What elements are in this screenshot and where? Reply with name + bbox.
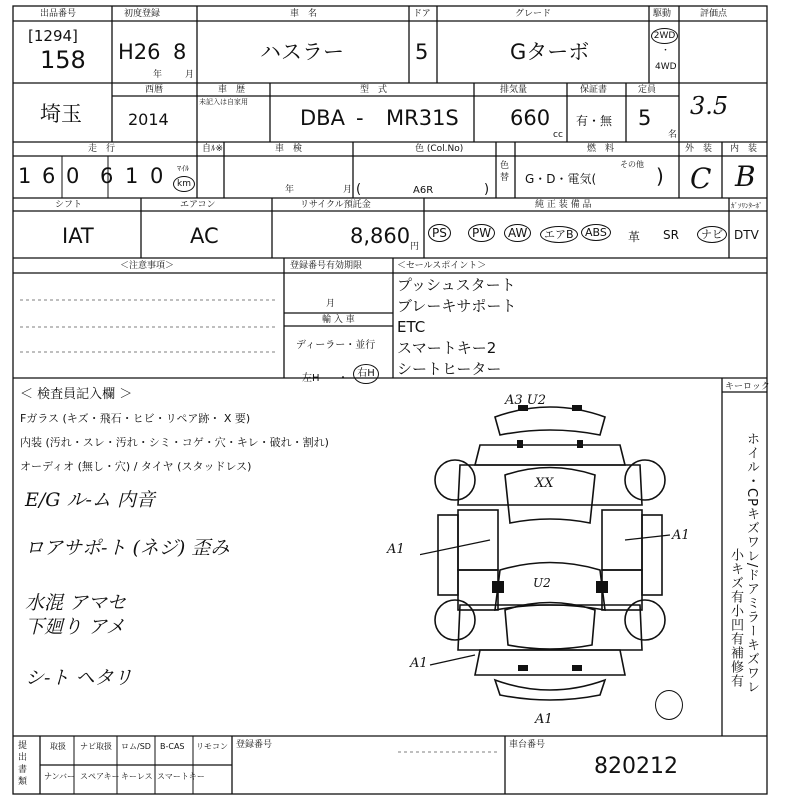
label-color: 色 (Col.No)	[415, 144, 464, 154]
recycle-value: 8,860	[350, 224, 411, 248]
label-interior: 内 装	[730, 144, 758, 154]
label-tax: 自ﾙ※	[202, 144, 224, 154]
label-capacity: 定員	[638, 85, 657, 95]
year-value: 2014	[128, 110, 169, 129]
label-documents: 提出書類	[18, 741, 28, 787]
label-model: 型 式	[360, 85, 388, 95]
bottom-r2-c3: キーレス	[121, 772, 153, 781]
handwritten-note-5: シ-ト ヘタリ	[25, 667, 133, 689]
label-grade: グレード	[515, 9, 552, 19]
damage-front-label: A3 U2	[505, 393, 547, 408]
equip-navi: ナビ	[697, 226, 727, 242]
aircon-value: AC	[190, 224, 219, 248]
drive-separator: ・	[661, 46, 671, 56]
label-first-registration: 初度登録	[124, 9, 161, 19]
import-left-hand: 左H	[302, 373, 320, 384]
equip-airbag: エアB	[540, 226, 578, 242]
sales-point-2: ブレーキサポート	[397, 297, 517, 315]
equip-pw: PW	[468, 226, 495, 240]
label-chassis-number: 車台番号	[509, 740, 546, 750]
damage-roof-label: U2	[533, 576, 551, 590]
model-dash: -	[356, 106, 364, 130]
label-notes: ＜注意事項＞	[120, 261, 175, 271]
label-drive: 駆動	[653, 9, 672, 19]
mei-unit: 名	[668, 130, 678, 140]
equip-dtv: DTV	[734, 228, 759, 242]
label-key-lock: キーロック	[725, 382, 770, 392]
score-value: 3.5	[690, 92, 729, 120]
equip-ps: PS	[428, 226, 451, 240]
bottom-r1-c5: リモコン	[196, 742, 228, 751]
label-doors: ドア	[413, 9, 431, 19]
interior-grade: B	[735, 160, 756, 193]
lot-number: 158	[40, 46, 86, 74]
model-prefix: DBA	[300, 106, 345, 130]
displacement-value: 660	[510, 106, 551, 130]
warranty-value: 有・無	[576, 114, 613, 128]
inspection-year-label: 年	[285, 185, 295, 195]
color-change-label: 色替	[500, 161, 510, 183]
shift-value: IAT	[62, 224, 94, 248]
label-equipment: 純 正 装 備 品	[535, 200, 592, 210]
import-right-hand-circled: 右H	[353, 364, 379, 384]
fuel-other: その他	[620, 160, 644, 169]
label-history: 車 歴	[218, 85, 246, 95]
mileage-digit-4: 6	[100, 164, 114, 188]
fuel-options: G・D・電気(	[525, 172, 597, 186]
color-code: A6R	[413, 185, 434, 196]
label-registration-number: 登録番号	[236, 740, 273, 750]
label-tsuki: 月	[185, 70, 195, 80]
label-mileage: 走 行	[88, 144, 116, 154]
label-fuel: 燃 料	[587, 144, 615, 154]
handwritten-note-1: E/G ル-ム 内音	[25, 489, 155, 511]
lot-bracket-number: [1294]	[28, 27, 78, 45]
registration-month: 8	[173, 40, 187, 64]
remark-windshield: Fガラス (キズ・飛石・ヒビ・リペア跡・ X 要)	[20, 412, 251, 425]
remark-audio-tire: オーディオ (無し・穴) / タイヤ (スタッドレス)	[20, 460, 252, 473]
fuel-close: )	[656, 164, 664, 188]
registration-month-label: 月	[326, 299, 336, 309]
car-body-diagram	[420, 395, 680, 725]
handwritten-note-2: ロアサポ-ト (ネジ) 歪み	[25, 537, 230, 559]
label-lot-number: 出品番号	[40, 9, 77, 19]
doors-value: 5	[415, 40, 429, 64]
km-unit-circled: km	[173, 176, 195, 192]
chassis-number-value: 820212	[594, 754, 678, 779]
drive-2wd-circled: 2WD	[651, 28, 678, 44]
label-aircon: エアコン	[180, 200, 216, 210]
label-sales-points: ＜セールスポイント＞	[397, 261, 487, 271]
label-inspection: 車 検	[275, 144, 303, 154]
key-legend-line1: ホイル・CPキズワレ/ドアミラーキズワレ	[744, 432, 759, 695]
bottom-r1-c1: 取扱	[50, 742, 66, 751]
sales-point-3: ETC	[397, 318, 426, 336]
bottom-r1-c3: ロム/SD	[121, 742, 151, 751]
label-history-note: 未記入は自家用	[199, 98, 248, 106]
grade-value: Gターボ	[510, 40, 590, 64]
color-paren-open: (	[356, 182, 362, 197]
sales-point-1: プッシュスタート	[397, 276, 516, 294]
mile-unit: ﾏｲﾙ	[177, 164, 189, 173]
bottom-r2-c1: ナンバー	[44, 772, 76, 781]
label-exterior: 外 装	[685, 144, 713, 154]
mileage-digit-1: 1	[18, 164, 32, 188]
registration-era: H26	[118, 40, 161, 64]
handwritten-note-4: 下廻り アメ	[25, 616, 125, 638]
mileage-digit-2: 6	[42, 164, 56, 188]
damage-rear-label: A1	[535, 712, 553, 727]
label-seireki: 西暦	[145, 85, 164, 95]
damage-left-side-label: A1	[387, 542, 405, 557]
bottom-r1-c4: B-CAS	[160, 742, 185, 751]
label-gasoline-turbo: ｶﾞｿﾘﾝﾀｰﾎﾞ	[731, 202, 763, 210]
model-value: MR31S	[386, 106, 459, 130]
handwritten-note-3: 水混 アマセ	[25, 592, 127, 614]
label-shift: シフト	[55, 200, 83, 210]
import-dot: ・	[338, 373, 348, 384]
key-circle-marker	[655, 690, 683, 720]
label-warranty: 保証書	[580, 85, 608, 95]
yen-unit: 円	[410, 242, 420, 252]
damage-rear-left-label: A1	[410, 656, 428, 671]
mileage-digit-6: 0	[150, 164, 164, 188]
key-legend-line2: 小キズ有小凹有補修有	[728, 548, 743, 688]
bottom-r2-c4: スマートキー	[157, 772, 205, 781]
prefecture-value: 埼玉	[40, 102, 82, 126]
label-recycle: リサイクル預託金	[300, 200, 371, 210]
exterior-grade: C	[690, 162, 712, 195]
label-car-name: 車 名	[290, 9, 318, 19]
drive-4wd: 4WD	[655, 62, 677, 72]
sales-point-5: シートヒーター	[397, 360, 502, 378]
color-paren-close: )	[484, 182, 490, 197]
label-nen: 年	[153, 70, 163, 80]
capacity-value: 5	[638, 106, 652, 130]
cc-unit: cc	[553, 130, 563, 140]
label-registration-expiry: 登録番号有効期限	[290, 261, 363, 271]
equip-aw: AW	[504, 226, 531, 240]
mileage-digit-5: 1	[125, 164, 139, 188]
mileage-digit-3: 0	[66, 164, 80, 188]
label-import: 輸 入 車	[322, 315, 355, 325]
equip-leather: 革	[628, 230, 641, 244]
remark-interior: 内装 (汚れ・スレ・汚れ・シミ・コゲ・穴・キレ・破れ・割れ)	[20, 436, 329, 449]
equip-sunroof: SR	[663, 228, 679, 242]
sales-point-4: スマートキー2	[397, 339, 497, 357]
damage-windshield-label: XX	[535, 476, 554, 491]
label-displacement: 排気量	[500, 85, 528, 95]
inspection-month-label: 月	[343, 185, 353, 195]
bottom-r1-c2: ナビ取扱	[80, 742, 112, 751]
label-score: 評価点	[700, 9, 728, 19]
car-name-value: ハスラー	[260, 40, 344, 64]
label-inspector-section: ＜ 検査員記入欄 ＞	[20, 387, 133, 402]
equip-abs: ABS	[581, 226, 611, 239]
damage-right-side-label: A1	[672, 528, 690, 543]
bottom-r2-c2: スペアキー	[80, 772, 120, 781]
import-dealer-parallel: ディーラー・並行	[296, 340, 376, 351]
